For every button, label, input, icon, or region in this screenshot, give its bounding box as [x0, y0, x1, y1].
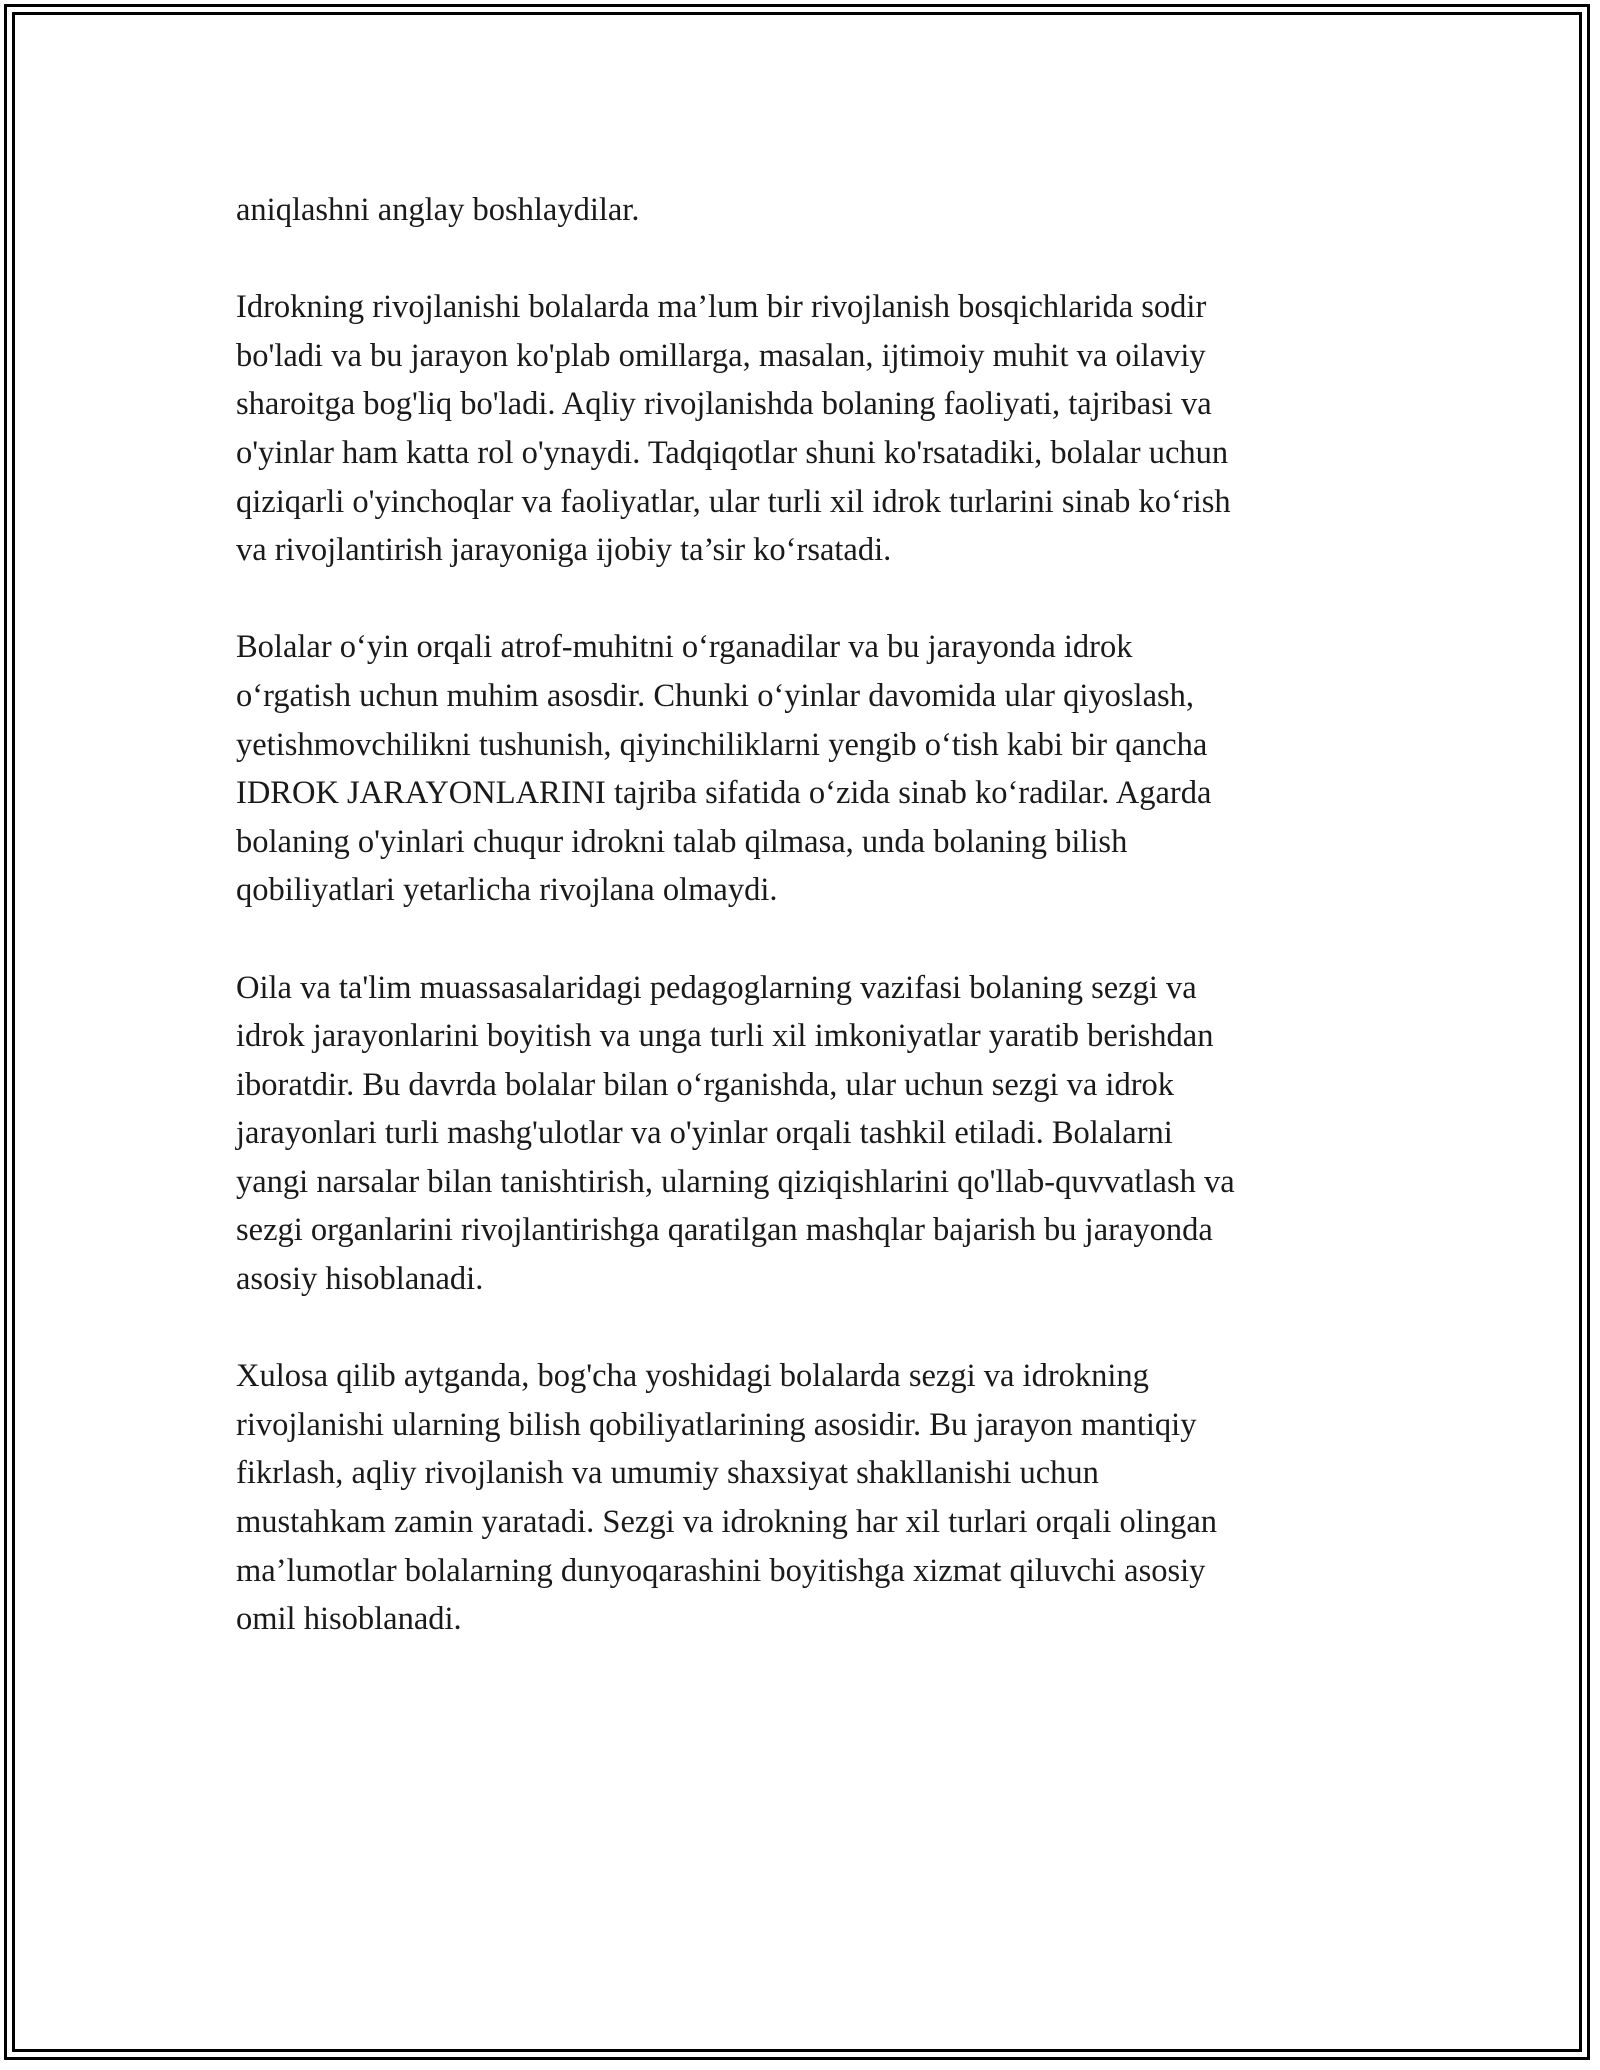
text-line: Idrokning rivojlanishi bolalarda ma’lum bir rivojlanish bosqichlarida sodir — [236, 289, 1207, 326]
document-body — [236, 186, 1366, 1692]
paragraph-4 — [236, 964, 1366, 1304]
text-line: o'yinlar ham katta rol o'ynaydi. Tadqiqotlar shuni ko'rsatadiki, bolalar uchun — [236, 434, 1229, 471]
paragraph-5 — [236, 1352, 1366, 1644]
text-line: bo'ladi va bu jarayon ko'plab omillarga, masalan, ijtimoiy muhit va oilaviy — [236, 337, 1206, 374]
text-line: o‘rgatish uchun muhim asosdir. Chunki o‘yinlar davomida ular qiyoslash, — [236, 677, 1195, 714]
text-line: bolaning o'yinlari chuqur idrokni talab qilmasa, unda bolaning bilish — [236, 823, 1128, 860]
paragraph-1 — [236, 186, 1366, 235]
text-line: asosiy hisoblanadi. — [236, 1261, 484, 1298]
paragraph-2 — [236, 283, 1366, 575]
text-line: Bolalar o‘yin orqali atrof-muhitni o‘rganadilar va bu jarayonda idrok — [236, 629, 1133, 666]
text-line: qiziqarli o'yinchoqlar va faoliyatlar, ular turli xil idrok turlarini sinab ko‘rish — [236, 483, 1231, 520]
text-line: Oila va ta'lim muassasalaridagi pedagoglarning vazifasi bolaning sezgi va — [236, 969, 1197, 1006]
text-line: mustahkam zamin yaratadi. Sezgi va idrokning har xil turlari orqali olingan — [236, 1504, 1218, 1541]
text-line: yangi narsalar bilan tanishtirish, ularning qiziqishlarini qo'llab-quvvatlash va — [236, 1163, 1235, 1200]
text-line: va rivojlantirish jarayoniga ijobiy ta’sir ko‘rsatadi. — [236, 532, 892, 569]
text-line: qobiliyatlari yetarlicha rivojlana olmaydi. — [236, 872, 778, 909]
text-line: yetishmovchilikni tushunish, qiyinchiliklarni yengib o‘tish kabi bir qancha — [236, 726, 1208, 763]
text-line: iboratdir. Bu davrda bolalar bilan o‘rganishda, ular uchun sezgi va idrok — [236, 1066, 1175, 1103]
text-line: rivojlanishi ularning bilish qobiliyatlarining asosidir. Bu jarayon mantiqiy — [236, 1406, 1197, 1443]
text-line: ma’lumotlar bolalarning dunyoqarashini boyitishga xizmat qiluvchi asosiy — [236, 1552, 1206, 1589]
text-line: idrok jarayonlarini boyitish va unga turli xil imkoniyatlar yaratib berishdan — [236, 1018, 1214, 1055]
text-line: jarayonlari turli mashg'ulotlar va o'yinlar orqali tashkil etiladi. Bolalarni — [236, 1115, 1173, 1152]
text-line: IDROK JARAYONLARINI tajriba sifatida o‘zida sinab ko‘radilar. Agarda — [236, 775, 1212, 812]
text-line: sezgi organlarini rivojlantirishga qaratilgan mashqlar bajarish bu jarayonda — [236, 1212, 1213, 1249]
text-line: aniqlashni anglay boshlaydilar. — [236, 192, 640, 228]
text-line: Xulosa qilib aytganda, bog'cha yoshidagi bolalarda sezgi va idrokning — [236, 1358, 1149, 1395]
paragraph-3 — [236, 623, 1366, 915]
text-line: fikrlash, aqliy rivojlanish va umumiy shaxsiyat shakllanishi uchun — [236, 1455, 1099, 1492]
text-line: sharoitga bog'liq bo'ladi. Aqliy rivojlanishda bolaning faoliyati, tajribasi va — [236, 386, 1212, 423]
text-line: omil hisoblanadi. — [236, 1601, 462, 1638]
